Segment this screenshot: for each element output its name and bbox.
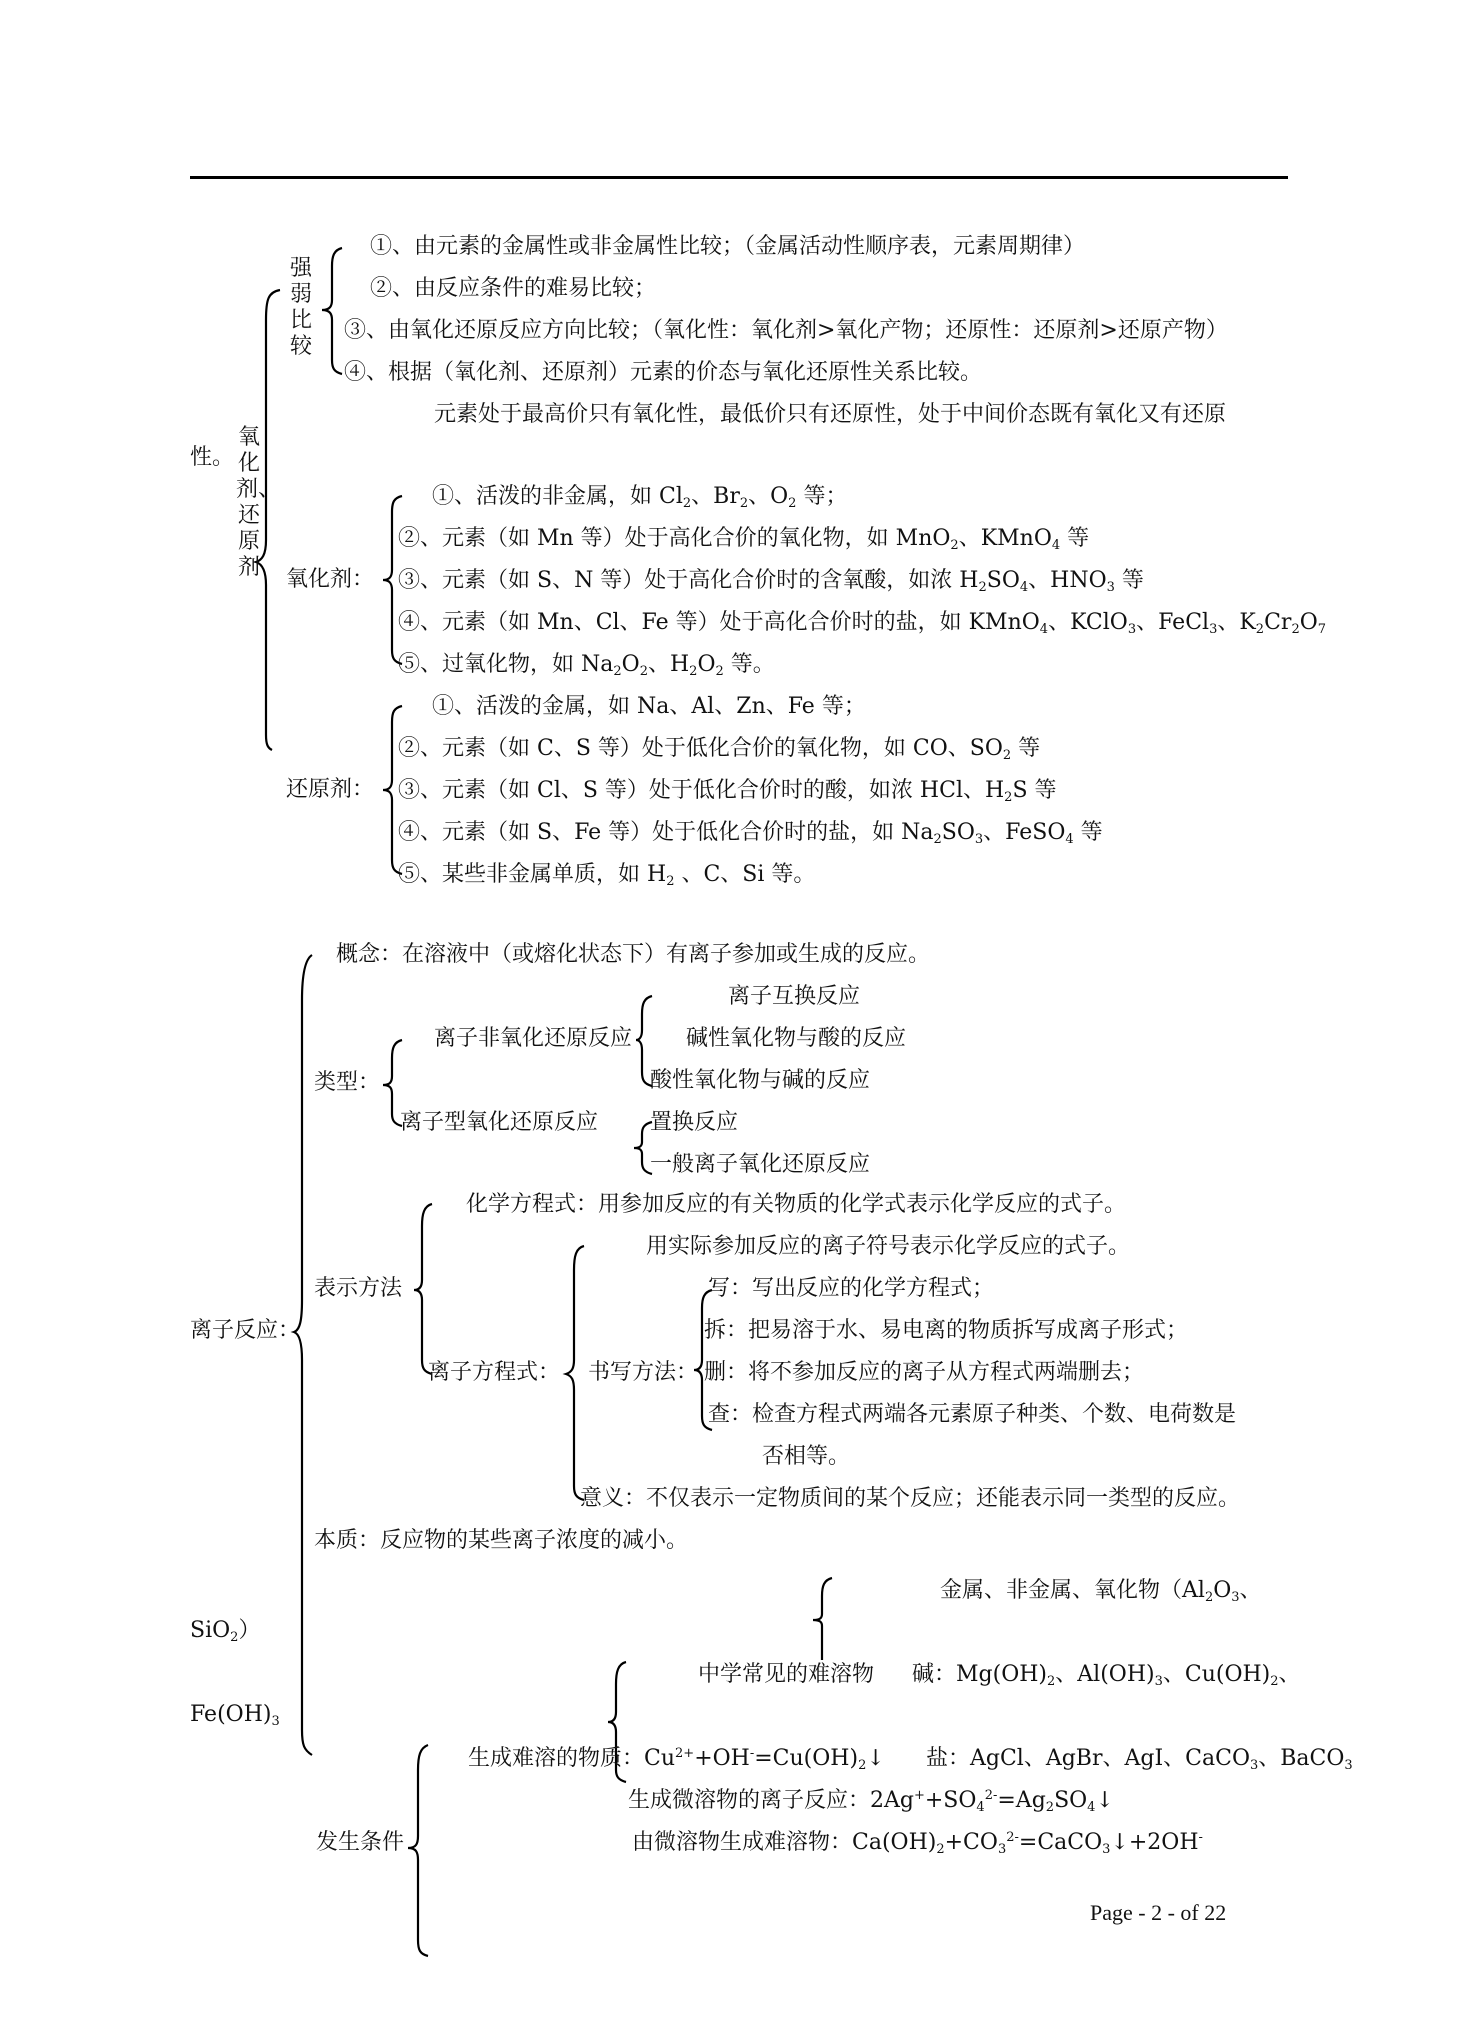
- oxidants-label: 氧化剂：: [286, 567, 375, 592]
- strength-note: 元素处于最高价只有氧化性，最低价只有还原性，处于中间价态既有氧化又有还原: [434, 402, 1227, 427]
- concept-text: 概念：在溶液中（或熔化状态下）有离子参加或生成的反应。: [336, 942, 931, 967]
- brace-conditions: [408, 1745, 428, 1956]
- strength-item-2: ②、由反应条件的难易比较；: [370, 276, 657, 301]
- brace-ionic-equation: [566, 1246, 584, 1500]
- reductant-item-3: ③、元素（如 Cl、S 等）处于低化合价时的酸，如浓 HCl、$H_2S$ 等: [398, 778, 1057, 805]
- ionic-equation-meaning: 意义：不仅表示一定物质间的某个反应；还能表示同一类型的反应。: [580, 1486, 1241, 1511]
- oxidant-item-3: ③、元素（如 S、N 等）处于高化合价时的含氧酸，如浓 $H_2SO_4$、$HNO_3$ 等: [398, 568, 1144, 595]
- non-redox-item-2: 碱性氧化物与酸的反应: [686, 1026, 907, 1051]
- common-insoluble-label: 中学常见的难溶物: [698, 1662, 875, 1687]
- strength-item-4: ④、根据（氧化剂、还原剂）元素的价态与氧化还原性关系比较。: [344, 360, 983, 385]
- writing-method-label: 书写方法：: [588, 1360, 699, 1385]
- chemical-equation-text: 化学方程式：用参加反应的有关物质的化学式表示化学反应的式子。: [466, 1192, 1127, 1217]
- non-redox-item-3: 酸性氧化物与碱的反应: [650, 1068, 871, 1093]
- essence-text: 本质：反应物的某些离子浓度的减小。: [314, 1528, 689, 1553]
- ionic-equation-definition: 用实际参加反应的离子符号表示化学反应的式子。: [646, 1234, 1131, 1259]
- vertical-label-oxidant-reductant: 氧化剂、还原剂: [236, 425, 281, 580]
- slightly-soluble-reaction: 生成微溶物的离子反应：$2Ag^++SO_4^{2-}=Ag_2SO_4↓$: [628, 1788, 1114, 1815]
- writing-step-write: 写：写出反应的化学方程式；: [708, 1276, 995, 1301]
- overflow-sio2: SiO$_2$）: [190, 1618, 261, 1645]
- reductants-label: 还原剂：: [286, 777, 375, 802]
- non-redox-label: 离子非氧化还原反应: [434, 1026, 633, 1051]
- writing-step-delete: 删：将不参加反应的离子从方程式两端删去；: [704, 1360, 1145, 1385]
- oxidant-item-2: ②、元素（如 Mn 等）处于高化合价的氧化物，如 MnO$_2$、KMnO$_4$ 等: [398, 526, 1090, 553]
- brace-ionic-reaction: [294, 955, 312, 1755]
- page-number: Page - 2 - of 22: [1090, 1900, 1227, 1925]
- redox-label: 离子型氧化还原反应: [400, 1110, 599, 1135]
- writing-step-check-cont: 否相等。: [762, 1444, 851, 1469]
- writing-step-check: 查：检查方程式两端各元素原子种类、个数、电荷数是: [708, 1402, 1237, 1427]
- reductant-item-2: ②、元素（如 C、S 等）处于低化合价的氧化物，如 CO、$SO_2$ 等: [398, 736, 1041, 763]
- writing-step-split: 拆：把易溶于水、易电离的物质拆写成离子形式；: [704, 1318, 1189, 1343]
- conditions-label: 发生条件: [316, 1830, 405, 1855]
- form-insoluble: 生成难溶的物质：$Cu^{2+}+OH^-=Cu(OH)_2↓$: [468, 1746, 885, 1773]
- brace-insoluble-list: [813, 1578, 832, 1660]
- from-slightly-soluble: 由微溶物生成难溶物：$Ca(OH)_2+CO_3^{2-}=CaCO_3↓+2OH^-$: [632, 1830, 1203, 1857]
- insoluble-bases: 碱：$Mg(OH)_2$、$Al(OH)_3$、$Cu(OH)_2$、: [912, 1662, 1301, 1689]
- redox-item-1: 置换反应: [650, 1110, 739, 1135]
- oxidant-item-5: ⑤、过氧化物，如 $Na_2O_2$、$H_2O_2$ 等。: [398, 652, 775, 679]
- oxidant-item-4: ④、元素（如 Mn、Cl、Fe 等）处于高化合价时的盐，如 KMnO$_4$、KClO$_3$、FeCl$_3$、$K_2Cr_2O_7$: [398, 610, 1327, 637]
- ionic-reaction-label: 离子反应：: [190, 1318, 301, 1343]
- header-rule: [190, 176, 1288, 179]
- reductant-item-5: ⑤、某些非金属单质，如 $H_2$ 、C、Si 等。: [398, 862, 816, 889]
- oxidant-item-1: ①、活泼的非金属，如 $Cl_2$、$Br_2$、$O_2$ 等；: [432, 484, 848, 511]
- reductant-item-4: ④、元素（如 S、Fe 等）处于低化合价时的盐，如 $Na_2SO_3$、FeSO$_4$ 等: [398, 820, 1103, 847]
- strength-item-3: ③、由氧化还原反应方向比较；（氧化性：氧化剂>氧化产物；还原性：还原剂>还原产物）: [344, 318, 1228, 343]
- brace-strength: [322, 248, 342, 374]
- redox-item-2: 一般离子氧化还原反应: [650, 1152, 871, 1177]
- overflow-feoh3: $Fe(OH)_3$: [190, 1702, 280, 1729]
- non-redox-item-1: 离子互换反应: [728, 984, 861, 1009]
- representation-label: 表示方法: [314, 1276, 403, 1301]
- overflow-text: 性。: [190, 445, 235, 470]
- strength-item-1: ①、由元素的金属性或非金属性比较；（金属活动性顺序表，元素周期律）: [370, 234, 1086, 259]
- reductant-item-1: ①、活泼的金属，如 Na、Al、Zn、Fe 等；: [432, 694, 866, 719]
- brace-representation: [414, 1204, 432, 1374]
- insoluble-salts: 盐：AgCl、AgBr、AgI、CaCO$_3$、BaCO$_3$: [926, 1746, 1353, 1773]
- insoluble-metals-oxides: 金属、非金属、氧化物（$Al_2O_3$、: [940, 1578, 1262, 1605]
- ionic-equation-label: 离子方程式：: [428, 1360, 561, 1385]
- vertical-label-strength: 强弱比较: [289, 256, 312, 359]
- types-label: 类型：: [314, 1070, 381, 1095]
